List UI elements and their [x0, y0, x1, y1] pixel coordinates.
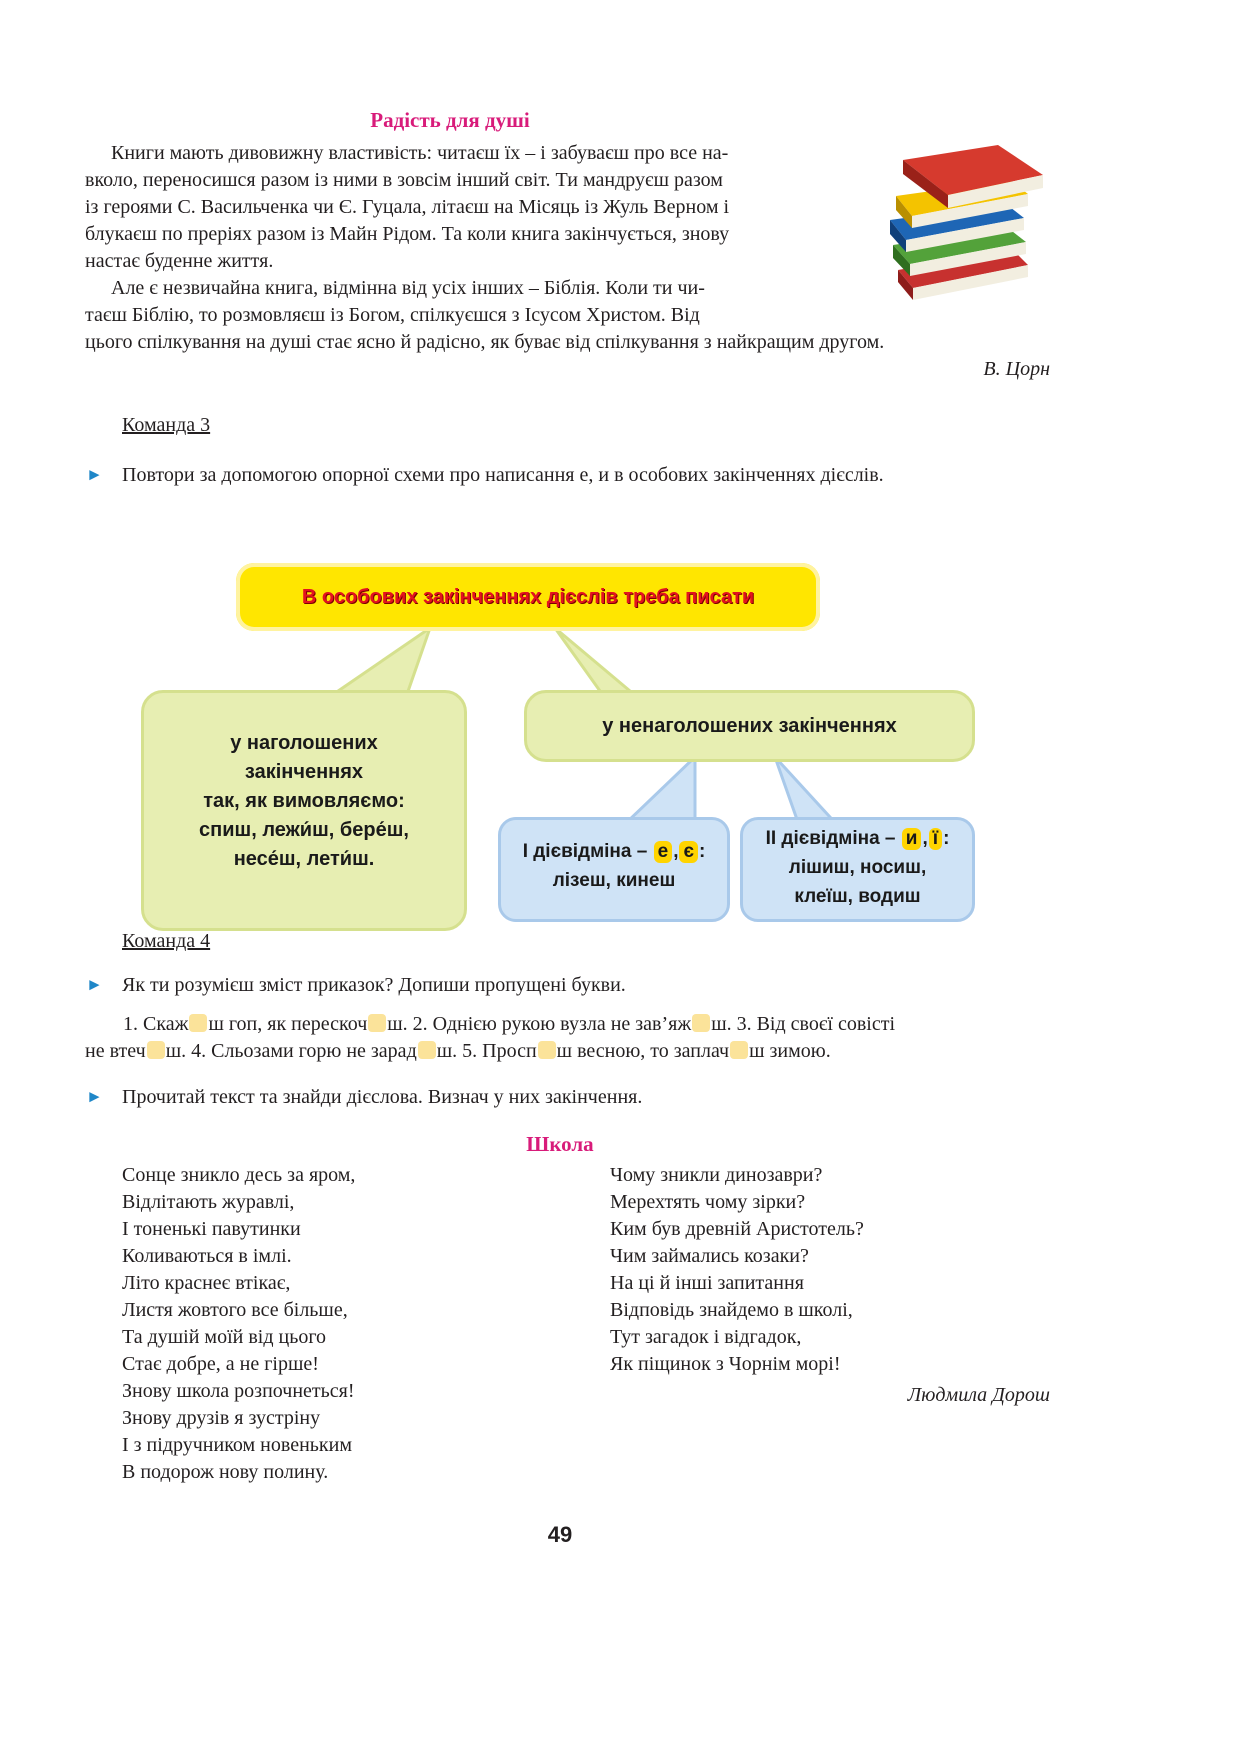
stressed-line: у наголошених — [230, 732, 378, 754]
conj1-heading: І дієвідміна – е , є : — [522, 841, 706, 862]
arrow-right-icon: ► — [86, 1087, 103, 1106]
conj1-example: лізеш, кинеш — [552, 870, 676, 891]
missing-letter-blank[interactable] — [538, 1041, 556, 1059]
poem-right-column — [610, 1162, 864, 1378]
poem-line: Стає добре, а не гірше! — [122, 1353, 319, 1375]
reading-author: В. Цорн — [983, 358, 1050, 380]
team3-task-text: Повтори за допомогою опорної схеми про написання е, и в особових закінченнях дієслів. — [122, 464, 884, 486]
arrow-right-icon: ► — [86, 975, 103, 994]
poem-line: Літо краснеє втікає, — [122, 1272, 291, 1294]
reading-line: із героями С. Васильченка чи Є. Гуцала, літаєш на Місяць із Жуль Верном і — [85, 196, 730, 218]
proverbs-line-2 — [85, 1038, 1050, 1064]
diagram-conj2-bubble — [740, 817, 975, 922]
reading-line: Але є незвичайна книга, відмінна від усіх інших – Біблія. Коли ти чи- — [111, 277, 705, 299]
poem-line: Сонце зникло десь за яром, — [122, 1164, 356, 1186]
stressed-line: несе́ш, лети́ш. — [233, 848, 375, 870]
reading-line: цього спілкування на душі стає ясно й радісно, як буває від спілкування з найкращим другом. — [85, 331, 885, 353]
poem-line: Знову школа розпочнеться! — [122, 1380, 355, 1402]
team4-task2-text: Прочитай текст та знайди дієслова. Визнач у них закінчення. — [122, 1086, 643, 1108]
poem-line: Тут загадок і відгадок, — [610, 1326, 802, 1348]
reading-line: настає буденне життя. — [85, 250, 274, 272]
poem-line: Ким був древній Аристотель? — [610, 1218, 864, 1240]
proverb-text: ш гоп, як перескоч — [208, 1013, 368, 1035]
proverb-text: ш. 4. Сльозами горю не зарад — [165, 1040, 417, 1062]
missing-letter-blank[interactable] — [189, 1014, 207, 1032]
proverb-text: ш. 3. Від своєї совісті — [711, 1013, 896, 1035]
missing-letter-blank[interactable] — [368, 1014, 386, 1032]
poem-author: Людмила Дорош — [907, 1384, 1050, 1406]
stressed-line: закінченнях — [244, 761, 364, 783]
poem-line: Знову друзів я зустріну — [122, 1407, 321, 1429]
poem-line: Як піщинок з Чорнім морі! — [610, 1353, 841, 1375]
conj2-label: ІІ дієвідміна – — [765, 828, 896, 849]
letter-yi-badge: ї — [929, 828, 942, 850]
poem-line: В подорож нову полину. — [122, 1461, 329, 1483]
proverb-text: не втеч — [85, 1040, 146, 1062]
proverb-text: ш весною, то заплач — [556, 1040, 730, 1062]
diagram-unstressed-bubble: у ненаголошених закінченнях — [524, 690, 975, 762]
missing-letter-blank[interactable] — [692, 1014, 710, 1032]
poem-line: Листя жовтого все більше, — [122, 1299, 348, 1321]
poem-line: Чим займались козаки? — [610, 1245, 809, 1267]
proverbs-line-1 — [85, 1011, 1050, 1037]
conj2-example-1: лішиш, носиш, — [788, 857, 927, 878]
proverb-text: ш. 5. Просп — [436, 1040, 537, 1062]
diagram-conj1-bubble — [498, 817, 730, 922]
proverb-text: ш. 2. Однією рукою вузла не зав’яж — [387, 1013, 692, 1035]
missing-letter-blank[interactable] — [418, 1041, 436, 1059]
team4-label: Команда 4 — [122, 930, 211, 952]
diagram-main-bubble: В особових закінченнях дієслів треба писати — [236, 563, 820, 631]
reading-line: блукаєш по преріях разом із Майн Рідом. Та коли книга закінчується, знову — [85, 223, 730, 245]
reading-title: Радість для душі — [370, 108, 530, 132]
conj2-example-2: клеїш, водиш — [794, 886, 921, 907]
missing-letter-blank[interactable] — [147, 1041, 165, 1059]
poem-line: Відлітають журавлі, — [122, 1191, 295, 1213]
letter-ye-badge: є — [679, 841, 698, 863]
team4-task1 — [86, 972, 1072, 998]
poem-line: Відповідь знайдемо в школі, — [610, 1299, 853, 1321]
reading-line: Книги мають дивовижну властивість: читаєш їх – і забуваєш про все на- — [111, 142, 729, 164]
letter-y-badge: и — [902, 828, 922, 850]
poem-title: Школа — [526, 1132, 594, 1156]
poem-line: Та душій моїй від цього — [122, 1326, 327, 1348]
poem-line: На ці й інші запитання — [610, 1272, 804, 1294]
page-number: 49 — [547, 1522, 573, 1547]
diagram-stressed-bubble — [141, 690, 467, 931]
conj2-heading: ІІ дієвідміна – и , ї : — [765, 828, 950, 849]
team3-label: Команда 3 — [122, 414, 211, 436]
team4-task2 — [86, 1084, 1072, 1110]
reading-line: вколо, переносишся разом із ними в зовсім інший світ. Ти мандруєш разом — [85, 169, 723, 191]
reading-line: таєш Біблію, то розмовляєш із Богом, спілкуєшся з Ісусом Христом. Від — [85, 304, 700, 326]
letter-e-badge: е — [654, 841, 673, 863]
poem-line: І тоненькі павутинки — [122, 1218, 301, 1240]
team4-task1-text: Як ти розумієш зміст приказок? Допиши пропущені букви. — [122, 974, 626, 996]
stressed-line: так, як вимовляємо: — [203, 790, 405, 812]
conj1-label: І дієвідміна – — [522, 841, 648, 862]
poem-line: Коливаються в імлі. — [122, 1245, 292, 1267]
poem-left-column — [122, 1162, 355, 1486]
poem-line: Чому зникли динозаври? — [610, 1164, 823, 1186]
stressed-line: спиш, лежи́ш, бере́ш, — [199, 819, 409, 841]
poem-line: Мерехтять чому зірки? — [610, 1191, 806, 1213]
proverb-text: 1. Скаж — [123, 1013, 189, 1035]
proverb-text: ш зимою. — [749, 1040, 831, 1062]
arrow-right-icon: ► — [86, 465, 103, 484]
poem-line: І з підручником новеньким — [122, 1434, 352, 1456]
missing-letter-blank[interactable] — [730, 1041, 748, 1059]
